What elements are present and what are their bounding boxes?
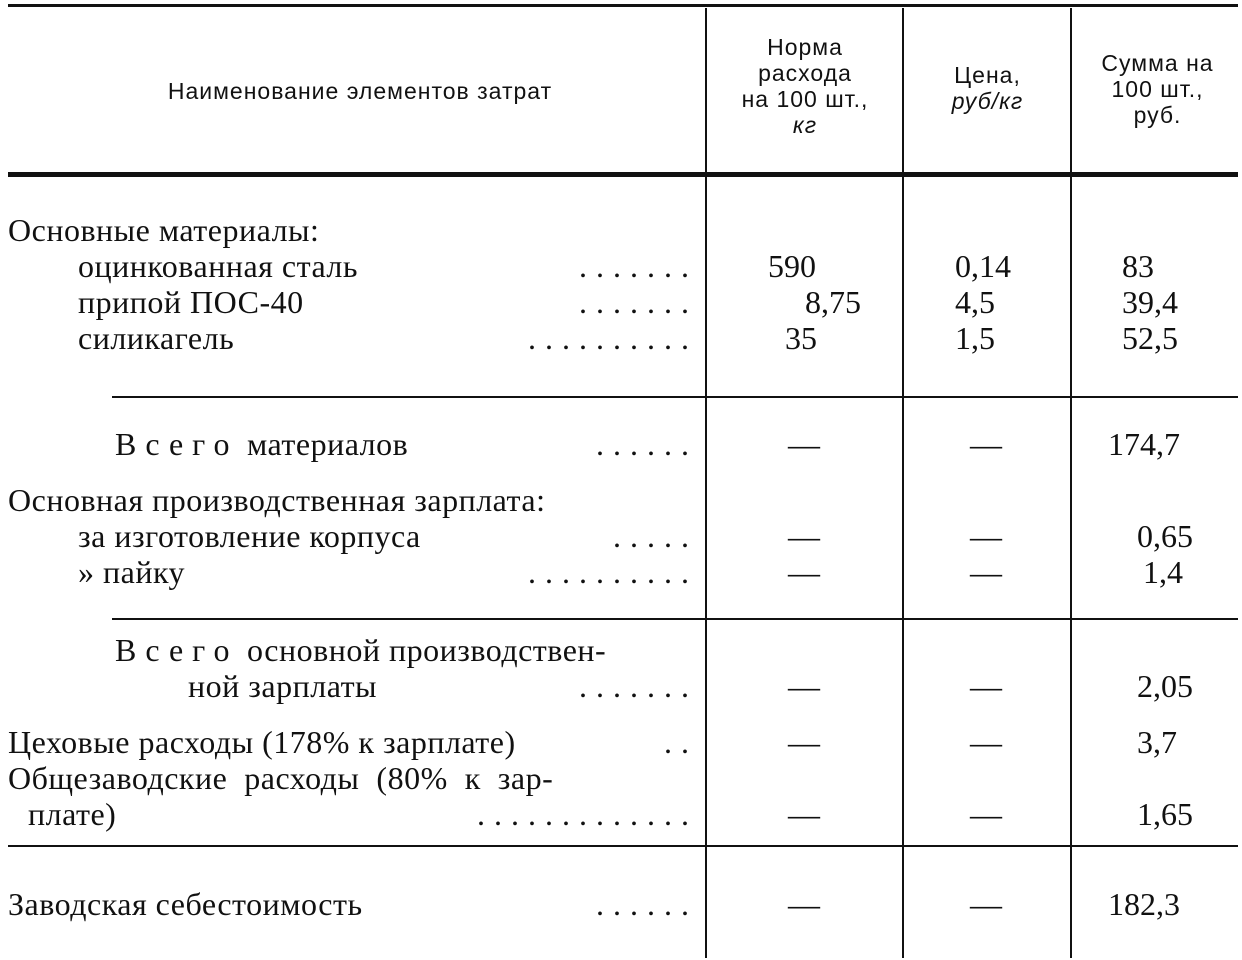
header-norm-line-1: Норма: [767, 34, 843, 60]
header-price: [905, 62, 1070, 114]
plant-expenses-label-1: Общезаводские расходы (80% к зар-: [8, 760, 554, 796]
column-divider-1: [705, 8, 707, 958]
total-rule: [8, 845, 1238, 847]
soldering-sum: 1,4: [1143, 554, 1183, 590]
factory-cost-leader: ......: [596, 886, 698, 922]
header-norm-line-3: на 100 шт.,: [741, 86, 869, 112]
plant-expenses-sum: 1,65: [1137, 796, 1193, 832]
header-rule: [8, 172, 1238, 177]
header-sum-line-3: руб.: [1133, 102, 1182, 128]
header-norm-line-2: расхода: [758, 60, 852, 86]
steel-sum: 83: [1122, 248, 1154, 284]
silica-norm: 35: [785, 320, 817, 356]
column-divider-3: [1070, 8, 1072, 958]
factory-cost-sum: 182,3: [1108, 886, 1180, 922]
soldering-norm: —: [788, 554, 820, 590]
steel-norm: 590: [768, 248, 816, 284]
solder-sum: 39,4: [1122, 284, 1178, 320]
steel-price: 0,14: [955, 248, 1011, 284]
materials-total-norm: —: [788, 426, 820, 462]
wages-total-label-1: [115, 632, 606, 668]
steel-leader: .......: [579, 248, 698, 284]
wages-total-price: —: [970, 668, 1002, 704]
soldering-leader: ..........: [528, 554, 698, 590]
top-rule: [8, 4, 1238, 7]
header-sum-line-1: Сумма на: [1101, 50, 1214, 76]
materials-total-leader: ......: [596, 426, 698, 462]
materials-total-text: материалов: [246, 426, 409, 462]
silica-label: силикагель: [78, 320, 235, 356]
solder-norm: 8,75: [805, 284, 861, 320]
header-price-line: Цена,: [954, 62, 1021, 88]
materials-total-spaced: Всего: [115, 426, 239, 462]
materials-heading: Основные материалы:: [8, 212, 320, 248]
column-divider-2: [902, 8, 904, 958]
shop-expenses-price: —: [970, 724, 1002, 760]
materials-total-sum: 174,7: [1108, 426, 1180, 462]
silica-leader: ..........: [528, 320, 698, 356]
factory-cost-norm: —: [788, 886, 820, 922]
body-norm: —: [788, 518, 820, 554]
materials-total-label: [115, 426, 408, 462]
shop-expenses-label: Цеховые расходы (178% к зарплате): [8, 724, 516, 760]
header-norm: [708, 34, 902, 138]
body-sum: 0,65: [1137, 518, 1193, 554]
solder-price: 4,5: [955, 284, 995, 320]
header-norm-unit: кг: [792, 112, 818, 138]
wages-total-leader: .......: [579, 668, 698, 704]
plant-expenses-price: —: [970, 796, 1002, 832]
plant-expenses-label-2: плате): [28, 796, 117, 832]
soldering-price: —: [970, 554, 1002, 590]
wages-total-norm: —: [788, 668, 820, 704]
header-name: Наименование элементов затрат: [167, 78, 553, 104]
body-label: за изготовление корпуса: [78, 518, 421, 554]
shop-expenses-norm: —: [788, 724, 820, 760]
silica-sum: 52,5: [1122, 320, 1178, 356]
header-price-unit: руб/кг: [951, 88, 1024, 114]
body-leader: .....: [613, 518, 698, 554]
materials-total-price: —: [970, 426, 1002, 462]
solder-leader: .......: [579, 284, 698, 320]
soldering-label: » пайку: [78, 554, 186, 590]
steel-label: оцинкованная сталь: [78, 248, 358, 284]
silica-price: 1,5: [955, 320, 995, 356]
wages-total-sum: 2,05: [1137, 668, 1193, 704]
solder-label: припой ПОС-40: [78, 284, 304, 320]
factory-cost-label: Заводская себестоимость: [8, 886, 363, 922]
wages-total-spaced: Всего: [115, 632, 239, 668]
wages-total-text-1: основной производствен-: [246, 632, 607, 668]
header-sum-line-2: 100 шт.,: [1111, 76, 1204, 102]
shop-expenses-leader: ..: [664, 724, 698, 760]
header-sum: [1073, 50, 1242, 128]
factory-cost-price: —: [970, 886, 1002, 922]
plant-expenses-leader: .............: [477, 796, 698, 832]
plant-expenses-norm: —: [788, 796, 820, 832]
shop-expenses-sum: 3,7: [1137, 724, 1177, 760]
wages-heading: Основная производственная зарплата:: [8, 482, 546, 518]
body-price: —: [970, 518, 1002, 554]
wages-total-label-2: ной зарплаты: [188, 668, 378, 704]
